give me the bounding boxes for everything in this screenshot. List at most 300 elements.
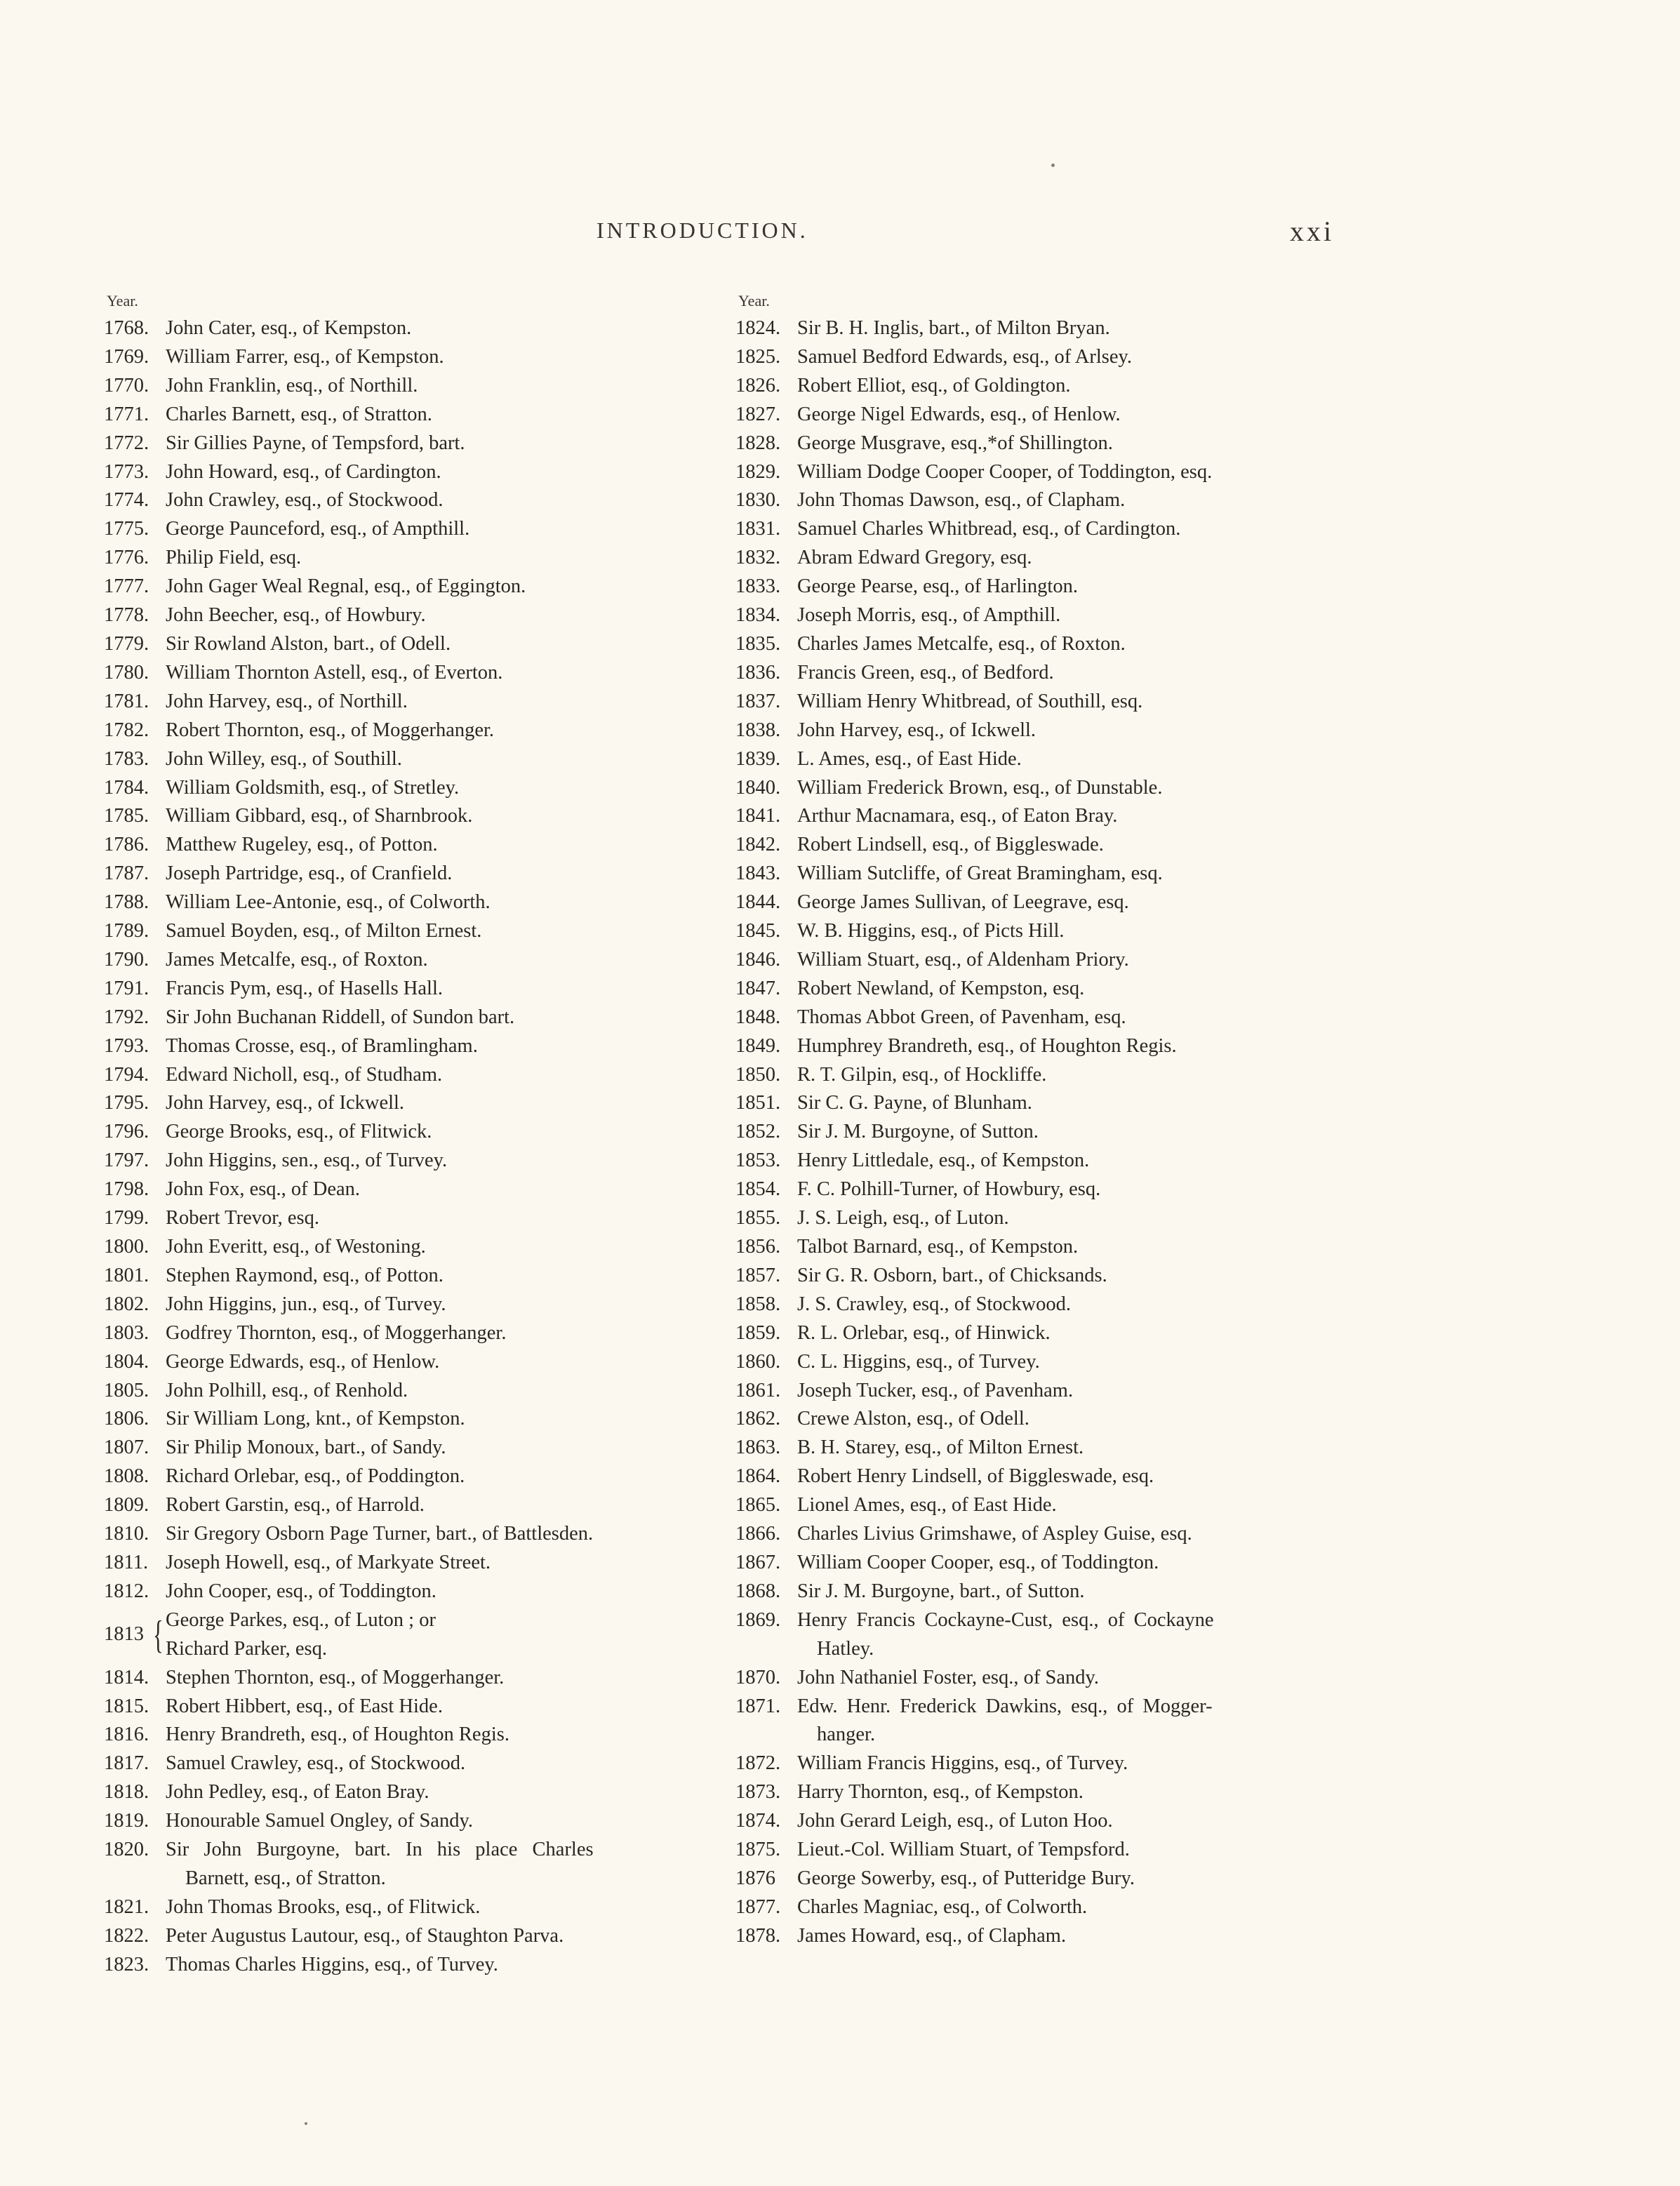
list-item [735,1004,1339,1032]
list-item [104,717,714,745]
list-item [735,458,1339,487]
entry-text: John Cater, esq., of Kempston. [166,317,412,339]
entry-year: 1811. [104,1551,149,1573]
list-item [104,314,714,343]
list-item [104,458,714,487]
entry-year: 1870. [735,1666,781,1688]
entry-text: Sir Gillies Payne, of Tempsford, bart. [166,432,465,454]
list-item [735,1147,1339,1175]
list-item [735,1520,1339,1549]
list-item [104,401,714,429]
entry-text: John Crawley, esq., of Stockwood. [166,489,444,512]
entry-text: Lieut.-Col. William Stuart, of Tempsford. [797,1839,1130,1861]
list-item [735,1434,1339,1462]
entry-year: 1852. [735,1121,781,1143]
list-item [104,1951,714,1980]
entry-text: George Sowerby, esq., of Putteridge Bury. [797,1867,1135,1889]
entry-year: 1826. [735,374,781,396]
entry-text: John Polhill, esq., of Renhold. [166,1379,408,1401]
list-item [735,1089,1339,1118]
year-column-label: Year. [738,292,770,309]
list-item [104,831,714,860]
list-item [104,917,714,946]
list-item [104,1922,714,1951]
list-item [735,774,1339,803]
entry-text: Robert Trevor, esq. [166,1207,319,1229]
entry-year: 1838. [735,719,781,741]
entry-year: 1846. [735,948,781,971]
list-item [104,1721,714,1750]
list-item [735,1061,1339,1090]
entry-text: Robert Garstin, esq., of Harrold. [166,1494,425,1517]
entry-text: Thomas Charles Higgins, esq., of Turvey. [166,1953,498,1975]
entry-text: George Pearse, esq., of Harlington. [797,575,1078,598]
entry-text: William Farrer, esq., of Kempston. [166,345,444,368]
list-item [735,573,1339,601]
entry-year: 1847. [735,977,781,999]
list-item [104,1262,714,1291]
entry-year: 1866. [735,1523,781,1545]
entry-year: 1860. [735,1350,781,1373]
entry-year: 1835. [735,632,781,655]
list-item [104,1405,714,1434]
entry-year: 1865. [735,1494,781,1517]
entry-text: C. L. Higgins, esq., of Turvey. [797,1350,1040,1373]
entry-text: John Gerard Leigh, esq., of Luton Hoo. [797,1810,1113,1832]
list-item [735,917,1339,946]
entry-year: 1789. [104,920,149,942]
list-item [104,343,714,372]
list-item [735,1032,1339,1061]
entry-year: 1804. [104,1350,149,1373]
entry-year: 1790. [104,948,149,971]
entry-year: 1859. [735,1321,781,1344]
entry-text: F. C. Polhill-Turner, of Howbury, esq. [797,1178,1101,1201]
entry-year: 1849. [735,1034,781,1057]
entry-year: 1794. [104,1063,149,1086]
entry-year: 1775. [104,518,149,540]
entry-year: 1839. [735,747,781,770]
entry-year: 1808. [104,1465,149,1488]
entry-year: 1836. [735,661,781,684]
entry-year: 1772. [104,432,149,454]
list-item-1820 [104,1836,714,1893]
entry-year: 1872. [735,1752,781,1775]
list-item [104,429,714,458]
entry-year: 1845. [735,920,781,942]
brace-symbol: { [153,1613,164,1657]
entry-year: 1816. [104,1724,149,1746]
entry-text: John Higgins, jun., esq., of Turvey. [166,1293,446,1315]
entry-text: Godfrey Thornton, esq., of Moggerhanger. [166,1321,507,1344]
entry-text: Francis Green, esq., of Bedford. [797,661,1054,684]
entry-year: 1857. [735,1264,781,1286]
entry-text-continuation: Barnett, esq., of Stratton. [185,1867,386,1889]
entry-year: 1873. [735,1781,781,1804]
entry-text: W. B. Higgins, esq., of Picts Hill. [797,920,1065,942]
entry-year: 1815. [104,1695,149,1717]
entry-text: Henry Brandreth, esq., of Houghton Regis. [166,1724,509,1746]
entry-text: John Pedley, esq., of Eaton Bray. [166,1781,429,1804]
entry-text: John Howard, esq., of Cardington. [166,460,441,483]
entry-text: William Henry Whitbread, of Southill, esq. [797,690,1143,712]
list-item [735,1118,1339,1147]
entry-text: Talbot Barnard, esq., of Kempston. [797,1236,1079,1258]
list-item [735,1491,1339,1520]
entry-text: Sir J. M. Burgoyne, bart., of Sutton. [797,1580,1085,1602]
entry-text: Samuel Bedford Edwards, esq., of Arlsey. [797,345,1133,368]
entry-text: J. S. Leigh, esq., of Luton. [797,1207,1009,1229]
list-item [104,1204,714,1233]
list-item [104,1549,714,1578]
list-item [104,802,714,831]
entry-year: 1874. [735,1810,781,1832]
entry-text: Richard Parker, esq. [166,1637,327,1660]
entry-year: 1785. [104,805,149,827]
entry-text: Joseph Howell, esq., of Markyate Street. [166,1551,491,1573]
entry-text: John Nathaniel Foster, esq., of Sandy. [797,1666,1099,1688]
entry-year: 1802. [104,1293,149,1315]
list-item [104,1147,714,1175]
entry-year: 1875. [735,1839,781,1861]
entry-text: Charles Livius Grimshawe, of Aspley Guise, esq. [797,1523,1192,1545]
entry-text: Charles James Metcalfe, esq., of Roxton. [797,632,1126,655]
entry-year: 1818. [104,1781,149,1804]
entry-text: Sir John Burgoyne, bart. In his place Charles [166,1839,594,1861]
list-item [735,1549,1339,1578]
brace-lines [166,1606,436,1664]
list-item [104,688,714,717]
entry-text: Henry Littledale, esq., of Kempston. [797,1149,1090,1172]
list-item [104,1778,714,1807]
list-item [104,1175,714,1204]
right-column [735,288,1339,1951]
entry-text: John Harvey, esq., of Ickwell. [797,719,1036,741]
entry-year: 1771. [104,403,149,425]
list-item [735,860,1339,888]
entry-year: 1770. [104,374,149,396]
entry-year: 1792. [104,1006,149,1028]
entry-year: 1837. [735,690,781,712]
entry-year: 1834. [735,604,781,627]
right-entries-list-2 [735,1750,1339,1950]
list-item [104,1578,714,1606]
entry-text: William Gibbard, esq., of Sharnbrook. [166,805,473,827]
list-item [735,601,1339,630]
entry-text: John Thomas Dawson, esq., of Clapham. [797,489,1126,512]
list-item [735,630,1339,659]
left-entries-list-2 [104,1664,714,1836]
entry-text: Arthur Macnamara, esq., of Eaton Bray. [797,805,1118,827]
list-item [735,831,1339,860]
list-item [735,372,1339,401]
entry-text: Sir G. R. Osborn, bart., of Chicksands. [797,1264,1107,1286]
list-item [104,1319,714,1348]
entry-year: 1841. [735,805,781,827]
entry-text: Sir Gregory Osborn Page Turner, bart., of Battlesden. [166,1523,594,1545]
list-item [104,1061,714,1090]
entry-year: 1768. [104,317,149,339]
entry-text: James Howard, esq., of Clapham. [797,1924,1067,1947]
entry-text: B. H. Starey, esq., of Milton Ernest. [797,1437,1084,1459]
entry-text: Robert Elliot, esq., of Goldington. [797,374,1071,396]
entry-text: George James Sullivan, of Leegrave, esq. [797,891,1129,914]
entry-text: Peter Augustus Lautour, esq., of Staughton Parva. [166,1924,564,1947]
list-item [104,1462,714,1491]
entry-text: Robert Thornton, esq., of Moggerhanger. [166,719,495,741]
list-item [735,659,1339,688]
entry-text: Samuel Boyden, esq., of Milton Ernest. [166,920,482,942]
entry-year: 1800. [104,1236,149,1258]
entry-year: 1869. [735,1608,781,1631]
list-item [735,1836,1339,1865]
entry-year: 1878. [735,1924,781,1947]
entry-text: Robert Hibbert, esq., of East Hide. [166,1695,443,1717]
entry-year: 1823. [104,1953,149,1975]
entry-text: Abram Edward Gregory, esq. [797,547,1032,569]
entry-year: 1861. [735,1379,781,1401]
list-item [104,372,714,401]
entry-year: 1801. [104,1264,149,1286]
left-entries-list-3 [104,1893,714,1980]
entry-text: Sir William Long, knt., of Kempston. [166,1408,465,1430]
list-item [735,1291,1339,1319]
entry-year: 1812. [104,1580,149,1602]
list-item [104,1118,714,1147]
entry-text: William Dodge Cooper Cooper, of Toddington, esq. [797,460,1213,483]
entry-year: 1784. [104,776,149,799]
list-item [735,544,1339,573]
list-item-1871 [735,1693,1339,1750]
entry-year: 1779. [104,632,149,655]
entry-year: 1842. [735,834,781,856]
entry-text: Matthew Rugeley, esq., of Potton. [166,834,438,856]
entry-text: L. Ames, esq., of East Hide. [797,747,1022,770]
entry-year: 1807. [104,1437,149,1459]
list-item [735,486,1339,515]
entry-year: 1821. [104,1895,149,1918]
list-item [735,946,1339,975]
list-item [104,486,714,515]
entry-year: 1832. [735,547,781,569]
list-item [104,745,714,774]
entry-text: Richard Orlebar, esq., of Poddington. [166,1465,465,1488]
entry-year: 1797. [104,1149,149,1172]
entry-text: John Franklin, esq., of Northill. [166,374,418,396]
entry-text: Samuel Charles Whitbread, esq., of Cardington. [797,518,1181,540]
entry-year: 1781. [104,690,149,712]
list-item [735,1807,1339,1836]
list-item [735,1750,1339,1778]
entry-text: J. S. Crawley, esq., of Stockwood. [797,1293,1071,1315]
entry-text: John Harvey, esq., of Northill. [166,690,408,712]
list-item [104,1750,714,1778]
list-item-1869 [735,1606,1339,1664]
list-item [735,515,1339,544]
entry-text: Charles Magniac, esq., of Colworth. [797,1895,1088,1918]
list-item [104,1089,714,1118]
entry-year: 1774. [104,489,149,512]
entry-year: 1827. [735,403,781,425]
entry-year: 1769. [104,345,149,368]
entry-text: Edw. Henr. Frederick Dawkins, esq., of Mogger- [797,1695,1213,1717]
entry-text: Joseph Tucker, esq., of Pavenham. [797,1379,1074,1401]
list-item [735,1578,1339,1606]
entry-text: Sir J. M. Burgoyne, of Sutton. [797,1121,1039,1143]
entry-text: John Cooper, esq., of Toddington. [166,1580,436,1602]
entry-year: 1831. [735,518,781,540]
entry-text: William Cooper Cooper, esq., of Toddington. [797,1551,1159,1573]
entry-text: Sir Philip Monoux, bart., of Sandy. [166,1437,446,1459]
entry-year: 1791. [104,977,149,999]
entry-text: William Goldsmith, esq., of Stretley. [166,776,460,799]
left-entries-list [104,314,714,1606]
list-item [104,1520,714,1549]
list-item [104,659,714,688]
page-speck [1051,164,1055,167]
entry-text: Robert Newland, of Kempston, esq. [797,977,1085,999]
list-item [104,1377,714,1406]
list-item [735,1233,1339,1262]
list-item [735,802,1339,831]
entry-year: 1855. [735,1207,781,1229]
list-item [104,573,714,601]
list-item [735,975,1339,1004]
entry-text: Sir B. H. Inglis, bart., of Milton Bryan. [797,317,1110,339]
entry-year: 1830. [735,489,781,512]
entry-year: 1850. [735,1063,781,1086]
entry-text: John Gager Weal Regnal, esq., of Eggington. [166,575,526,598]
entry-year: 1780. [104,661,149,684]
list-item [104,544,714,573]
header-title: INTRODUCTION. [596,218,808,243]
list-item [104,1807,714,1836]
entry-year: 1824. [735,317,781,339]
entry-year: 1810. [104,1523,149,1545]
list-item [735,343,1339,372]
entry-text-continuation: Hatley. [817,1637,874,1660]
list-item-1870 [735,1664,1339,1693]
entry-year: 1829. [735,460,781,483]
entry-text: Thomas Crosse, esq., of Bramlingham. [166,1034,478,1057]
list-item [104,1004,714,1032]
entry-text: John Everitt, esq., of Westoning. [166,1236,426,1258]
entry-year: 1843. [735,862,781,885]
entry-year: 1817. [104,1752,149,1775]
entry-text: Crewe Alston, esq., of Odell. [797,1408,1029,1430]
entry-year: 1796. [104,1121,149,1143]
list-item-1813 [104,1606,714,1664]
list-item [735,717,1339,745]
entry-text: Robert Henry Lindsell, of Biggleswade, esq. [797,1465,1154,1488]
entry-text: Joseph Morris, esq., of Ampthill. [797,604,1061,627]
list-item [735,1778,1339,1807]
list-item [735,888,1339,917]
entry-year: 1787. [104,862,149,885]
list-item [735,745,1339,774]
list-item [735,1262,1339,1291]
entry-text: Harry Thornton, esq., of Kempston. [797,1781,1084,1804]
entry-text: Stephen Raymond, esq., of Potton. [166,1264,444,1286]
entry-year: 1778. [104,604,149,627]
entry-year: 1822. [104,1924,149,1947]
year-column-label: Year. [107,292,138,309]
entry-year: 1862. [735,1408,781,1430]
page-speck [305,2122,307,2125]
list-item [735,314,1339,343]
entry-year: 1833. [735,575,781,598]
list-item [735,1922,1339,1951]
entry-text: John Harvey, esq., of Ickwell. [166,1092,405,1114]
entry-text: John Beecher, esq., of Howbury. [166,604,426,627]
entry-year: 1793. [104,1034,149,1057]
list-item [735,1865,1339,1893]
entry-year: 1856. [735,1236,781,1258]
entry-year: 1828. [735,432,781,454]
entry-text: Joseph Partridge, esq., of Cranfield. [166,862,453,885]
list-item [735,1405,1339,1434]
entry-text: William Frederick Brown, esq., of Dunstable. [797,776,1163,799]
list-item [104,1893,714,1922]
list-item [104,860,714,888]
entry-text: Henry Francis Cockayne-Cust, esq., of Cockayne [797,1608,1214,1631]
list-item [735,1893,1339,1922]
entry-year: 1798. [104,1178,149,1201]
entry-text: William Francis Higgins, esq., of Turvey. [797,1752,1128,1775]
list-item [104,1233,714,1262]
entry-text: John Willey, esq., of Southill. [166,747,402,770]
entry-text: George Paunceford, esq., of Ampthill. [166,518,470,540]
entry-year: 1840. [735,776,781,799]
entry-year: 1820. [104,1839,149,1861]
entry-year: 1786. [104,834,149,856]
list-item [735,1319,1339,1348]
list-item [735,1348,1339,1377]
entry-text: John Fox, esq., of Dean. [166,1178,361,1201]
page-number: xxi [1290,215,1335,247]
entry-text: George Edwards, esq., of Henlow. [166,1350,440,1373]
entry-year: 1844. [735,891,781,914]
entry-text: Honourable Samuel Ongley, of Sandy. [166,1810,473,1832]
entry-year: 1863. [735,1437,781,1459]
list-item [104,946,714,975]
list-item [104,601,714,630]
entry-text: Sir Rowland Alston, bart., of Odell. [166,632,451,655]
list-item [735,1175,1339,1204]
list-item [735,1204,1339,1233]
entry-year: 1853. [735,1149,781,1172]
list-item [104,888,714,917]
entry-year: 1814. [104,1666,149,1688]
entry-year: 1773. [104,460,149,483]
list-item [104,1348,714,1377]
list-item [104,975,714,1004]
list-item [735,429,1339,458]
entry-text: Thomas Abbot Green, of Pavenham, esq. [797,1006,1126,1028]
entry-year: 1777. [104,575,149,598]
entry-year: 1782. [104,719,149,741]
entry-text: Humphrey Brandreth, esq., of Houghton Regis. [797,1034,1177,1057]
entry-text-continuation: hanger. [817,1724,876,1746]
entry-text: William Sutcliffe, of Great Bramingham, esq. [797,862,1163,885]
entry-text: James Metcalfe, esq., of Roxton. [166,948,428,971]
list-item [104,1693,714,1721]
entry-year: 1795. [104,1092,149,1114]
entry-text: William Thornton Astell, esq., of Everton. [166,661,503,684]
list-item [735,401,1339,429]
list-item [104,1434,714,1462]
entry-text: Stephen Thornton, esq., of Moggerhanger. [166,1666,505,1688]
